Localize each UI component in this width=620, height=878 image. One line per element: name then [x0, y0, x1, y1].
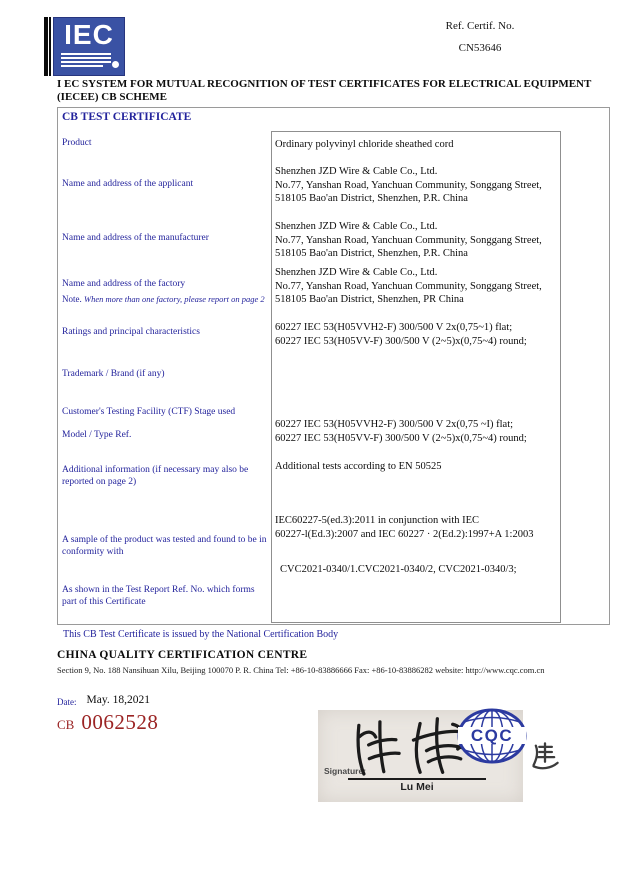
manufacturer-label: Name and address of the manufacturer: [62, 233, 209, 243]
stamp-side-character-icon: [530, 740, 560, 772]
organization-address: Section 9, No. 188 Nansihuan Xilu, Beijing 100070 P. R. China Tel: +86-10-83886666 Fax: +86-10-83886282 website: http://www.cqc.com.cn: [57, 665, 545, 675]
ratings-label: Ratings and principal characteristics: [62, 327, 200, 337]
date-value: May. 18,2021: [86, 694, 150, 706]
organization-name: CHINA QUALITY CERTIFICATION CENTRE: [57, 649, 308, 661]
applicant-label: Name and address of the applicant: [62, 179, 194, 189]
certificate-title: CB TEST CERTIFICATE: [62, 111, 192, 123]
product-label: Product: [62, 138, 92, 148]
date-label: Date:: [57, 697, 77, 707]
ctf-label: Customer's Testing Facility (CTF) Stage used: [62, 407, 236, 417]
cqc-globe-logo: [455, 707, 529, 765]
factory-note: [62, 294, 268, 307]
product-value: Ordinary polyvinyl chloride sheathed cord: [275, 139, 454, 150]
manufacturer-value: Shenzhen JZD Wire & Cable Co., Ltd. No.77, Yanshan Road, Yanchuan Community, Songgang Street, 518105 Bao'an District, Shenzhen, P.R. China: [275, 221, 542, 259]
test-report-label: As shown in the Test Report Ref. No. which forms part of this Certificate: [62, 585, 255, 607]
signature-name: Lu Mei: [400, 781, 434, 793]
ref-certif-value: CN53646: [458, 42, 502, 54]
conformity-label: A sample of the product was tested and found to be in conformity with: [62, 535, 267, 557]
cb-certificate-number: [57, 710, 158, 735]
conformity-value: IEC60227-5(ed.3):2011 in conjunction with IEC 60227-l(Ed.3):2007 and IEC 60227 · 2(Ed.2):1997+A 1:2003: [275, 515, 534, 540]
factory-value: Shenzhen JZD Wire & Cable Co., Ltd. No.77, Yanshan Road, Yanchuan Community, Songgang Street, 518105 Bao'an District, Shenzhen, PR China: [275, 267, 542, 305]
scheme-line-2: (IECEE) CB SCHEME: [57, 90, 168, 103]
iec-logo-dot: [112, 61, 119, 68]
cb-prefix: CB: [57, 717, 75, 732]
signature-label: Signature:: [324, 766, 367, 776]
date-row: [57, 694, 150, 707]
iec-logo-text: IEC: [64, 19, 114, 50]
factory-label: Name and address of the factory: [62, 279, 186, 289]
ref-certif-block: [400, 20, 560, 54]
applicant-value: Shenzhen JZD Wire & Cable Co., Ltd. No.77, Yanshan Road, Yanchuan Community, Songgang Street, 518105 Bao'an District, Shenzhen, P.R. China: [275, 166, 542, 204]
cqc-logo-text: CQC: [470, 726, 514, 745]
trademark-label: Trademark / Brand (if any): [62, 369, 165, 379]
additional-info-value: Additional tests according to EN 50525: [275, 461, 442, 472]
iec-logo-bar: [44, 17, 51, 76]
ratings-value: 60227 IEC 53(H05VVH2-F) 300/500 V 2x(0,75~1) flat; 60227 IEC 53(H05VV-F) 300/500 V (2~5)x(0,75~4) round;: [275, 322, 527, 347]
test-report-value: CVC2021-0340/1.CVC2021-0340/2, CVC2021-0340/3;: [280, 564, 517, 575]
signature-line: [348, 778, 486, 780]
certificate-table: [57, 107, 610, 625]
additional-info-label: Additional information (if necessary may also be reported on page 2): [62, 465, 249, 487]
model-value: 60227 IEC 53(H05VVH2-F) 300/500 V 2x(0,75 ~I) flat; 60227 IEC 53(H05VV-F) 300/500 V (2~5)x(0,75~4) round;: [275, 419, 527, 444]
model-label: Model / Type Ref.: [62, 430, 132, 440]
factory-note-text: When more than one factory, please report on page 2: [84, 294, 265, 304]
iec-logo-lines: [61, 53, 117, 67]
cb-number: 0062528: [81, 710, 159, 734]
factory-note-prefix: Note.: [62, 294, 84, 304]
iec-logo-box: [53, 17, 125, 76]
issued-by-note: This CB Test Certificate is issued by the National Certification Body: [63, 629, 339, 640]
ref-certif-label: Ref. Certif. No.: [445, 20, 515, 32]
scheme-line-1: I EC SYSTEM FOR MUTUAL RECOGNITION OF TEST CERTIFICATES FOR ELECTRICAL EQUIPMENT: [57, 78, 592, 90]
scheme-heading: [57, 78, 613, 103]
iec-logo: [44, 17, 125, 76]
